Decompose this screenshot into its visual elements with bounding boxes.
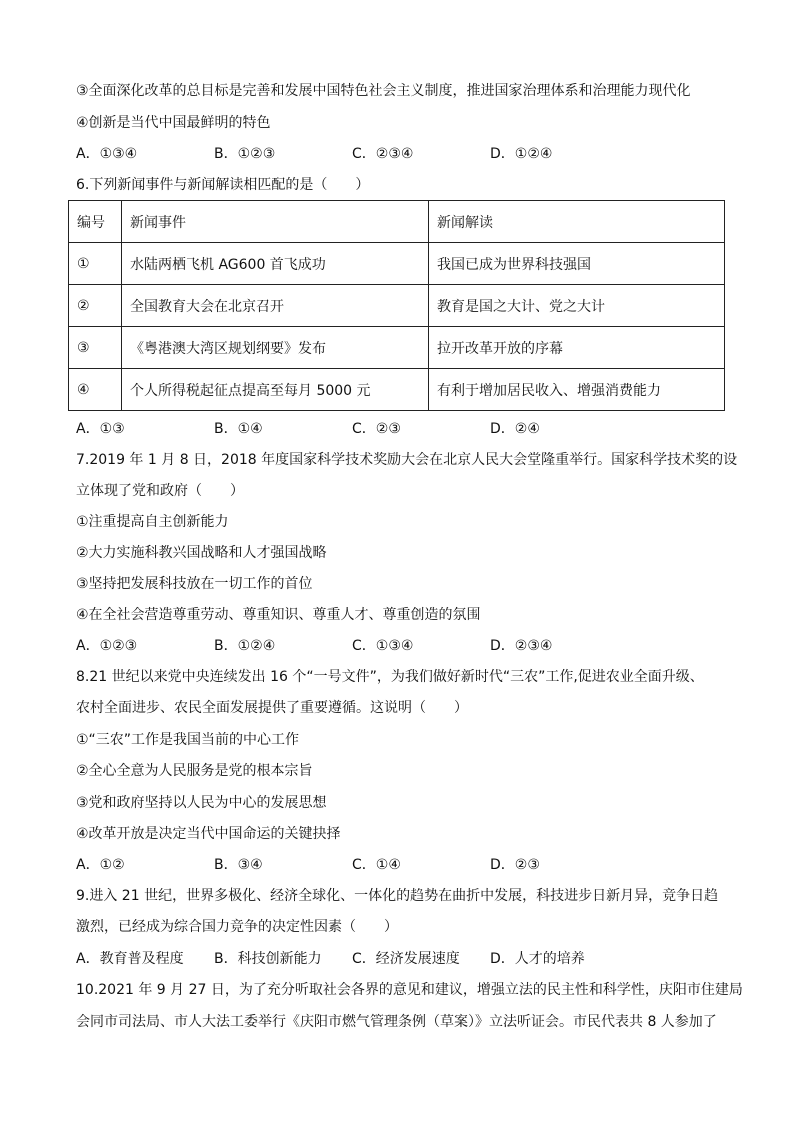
q8-statement-1: ①“三农”工作是我国当前的中心工作 — [76, 732, 300, 748]
option-d: D．②③ — [490, 857, 540, 873]
option-b: B．③④ — [214, 857, 263, 873]
q6-stem: 6.下列新闻事件与新闻解读相匹配的是（ ） — [76, 177, 370, 193]
option-c: C．经济发展速度 — [352, 951, 460, 967]
option-b: B．科技创新能力 — [214, 951, 322, 967]
q7-stem-line2: 立体现了党和政府（ ） — [76, 483, 244, 499]
table-row — [69, 369, 725, 411]
row-event: 个人所得税起征点提高至每月 5000 元 — [122, 369, 429, 411]
row-interpretation: 我国已成为世界科技强国 — [429, 243, 725, 285]
table-row — [69, 327, 725, 369]
q7-statement-4: ④在全社会营造尊重劳动、尊重知识、尊重人才、尊重创造的氛围 — [76, 607, 481, 623]
row-number: ② — [69, 285, 122, 327]
q7-statement-1: ①注重提高自主创新能力 — [76, 514, 229, 530]
option-a: A．①②③ — [76, 638, 138, 654]
q7-stem-line1: 7.2019 年 1 月 8 日，2018 年度国家科学技术奖励大会在北京人民大会堂隆重举行。国家科学技术奖的设 — [76, 452, 738, 468]
option-d: D．②④ — [490, 421, 540, 437]
header-number: 编号 — [69, 201, 122, 243]
option-b: B．①②③ — [214, 146, 276, 162]
option-b: B．①④ — [214, 421, 263, 437]
table-header-row — [69, 201, 725, 243]
row-interpretation: 教育是国之大计、党之大计 — [429, 285, 725, 327]
row-interpretation: 拉开改革开放的序幕 — [429, 327, 725, 369]
option-d: D．②③④ — [490, 638, 553, 654]
option-c: C．②③④ — [352, 146, 414, 162]
option-a: A．①③④ — [76, 146, 138, 162]
header-interpretation: 新闻解读 — [429, 201, 725, 243]
q9-stem-line1: 9.进入 21 世纪，世界多极化、经济全球化、一体化的趋势在曲折中发展，科技进步日新月异，竞争日趋 — [76, 888, 719, 904]
q9-stem-line2: 激烈，已经成为综合国力竞争的决定性因素（ ） — [76, 919, 398, 935]
option-c: C．②③ — [352, 421, 401, 437]
table-row — [69, 243, 725, 285]
row-number: ③ — [69, 327, 122, 369]
option-a: A．①③ — [76, 421, 125, 437]
option-d: D．人才的培养 — [490, 951, 585, 967]
q8-stem-line2: 农村全面进步、农民全面发展提供了重要遵循。这说明（ ） — [76, 700, 468, 716]
statement-4: ④创新是当代中国最鲜明的特色 — [76, 115, 271, 131]
table-row — [69, 285, 725, 327]
q8-statement-4: ④改革开放是决定当代中国命运的关键抉择 — [76, 826, 341, 842]
option-d: D．①②④ — [490, 146, 553, 162]
q8-statement-2: ②全心全意为人民服务是党的根本宗旨 — [76, 763, 313, 779]
row-number: ① — [69, 243, 122, 285]
option-a: A．教育普及程度 — [76, 951, 184, 967]
option-c: C．①④ — [352, 857, 401, 873]
q8-stem-line1: 8.21 世纪以来党中央连续发出 16 个“一号文件”，为我们做好新时代“三农”工作,促进农业全面升级、 — [76, 669, 704, 685]
q10-stem-line1: 10.2021 年 9 月 27 日，为了充分听取社会各界的意见和建议，增强立法的民主性和科学性，庆阳市住建局 — [76, 982, 743, 998]
row-event: 水陆两栖飞机 AG600 首飞成功 — [122, 243, 429, 285]
row-event: 全国教育大会在北京召开 — [122, 285, 429, 327]
row-number: ④ — [69, 369, 122, 411]
news-table — [68, 200, 725, 411]
option-b: B．①②④ — [214, 638, 276, 654]
statement-3: ③全面深化改革的总目标是完善和发展中国特色社会主义制度，推进国家治理体系和治理能力现代化 — [76, 83, 691, 99]
option-c: C．①③④ — [352, 638, 414, 654]
q8-statement-3: ③党和政府坚持以人民为中心的发展思想 — [76, 795, 327, 811]
row-interpretation: 有利于增加居民收入、增强消费能力 — [429, 369, 725, 411]
option-a: A．①② — [76, 857, 125, 873]
row-event: 《粤港澳大湾区规划纲要》发布 — [122, 327, 429, 369]
q7-statement-3: ③坚持把发展科技放在一切工作的首位 — [76, 576, 313, 592]
q10-stem-line2: 会同市司法局、市人大法工委举行《庆阳市燃气管理条例（草案）》立法听证会。市民代表共 8 人参加了 — [76, 1014, 717, 1030]
q7-statement-2: ②大力实施科教兴国战略和人才强国战略 — [76, 545, 327, 561]
header-event: 新闻事件 — [122, 201, 429, 243]
